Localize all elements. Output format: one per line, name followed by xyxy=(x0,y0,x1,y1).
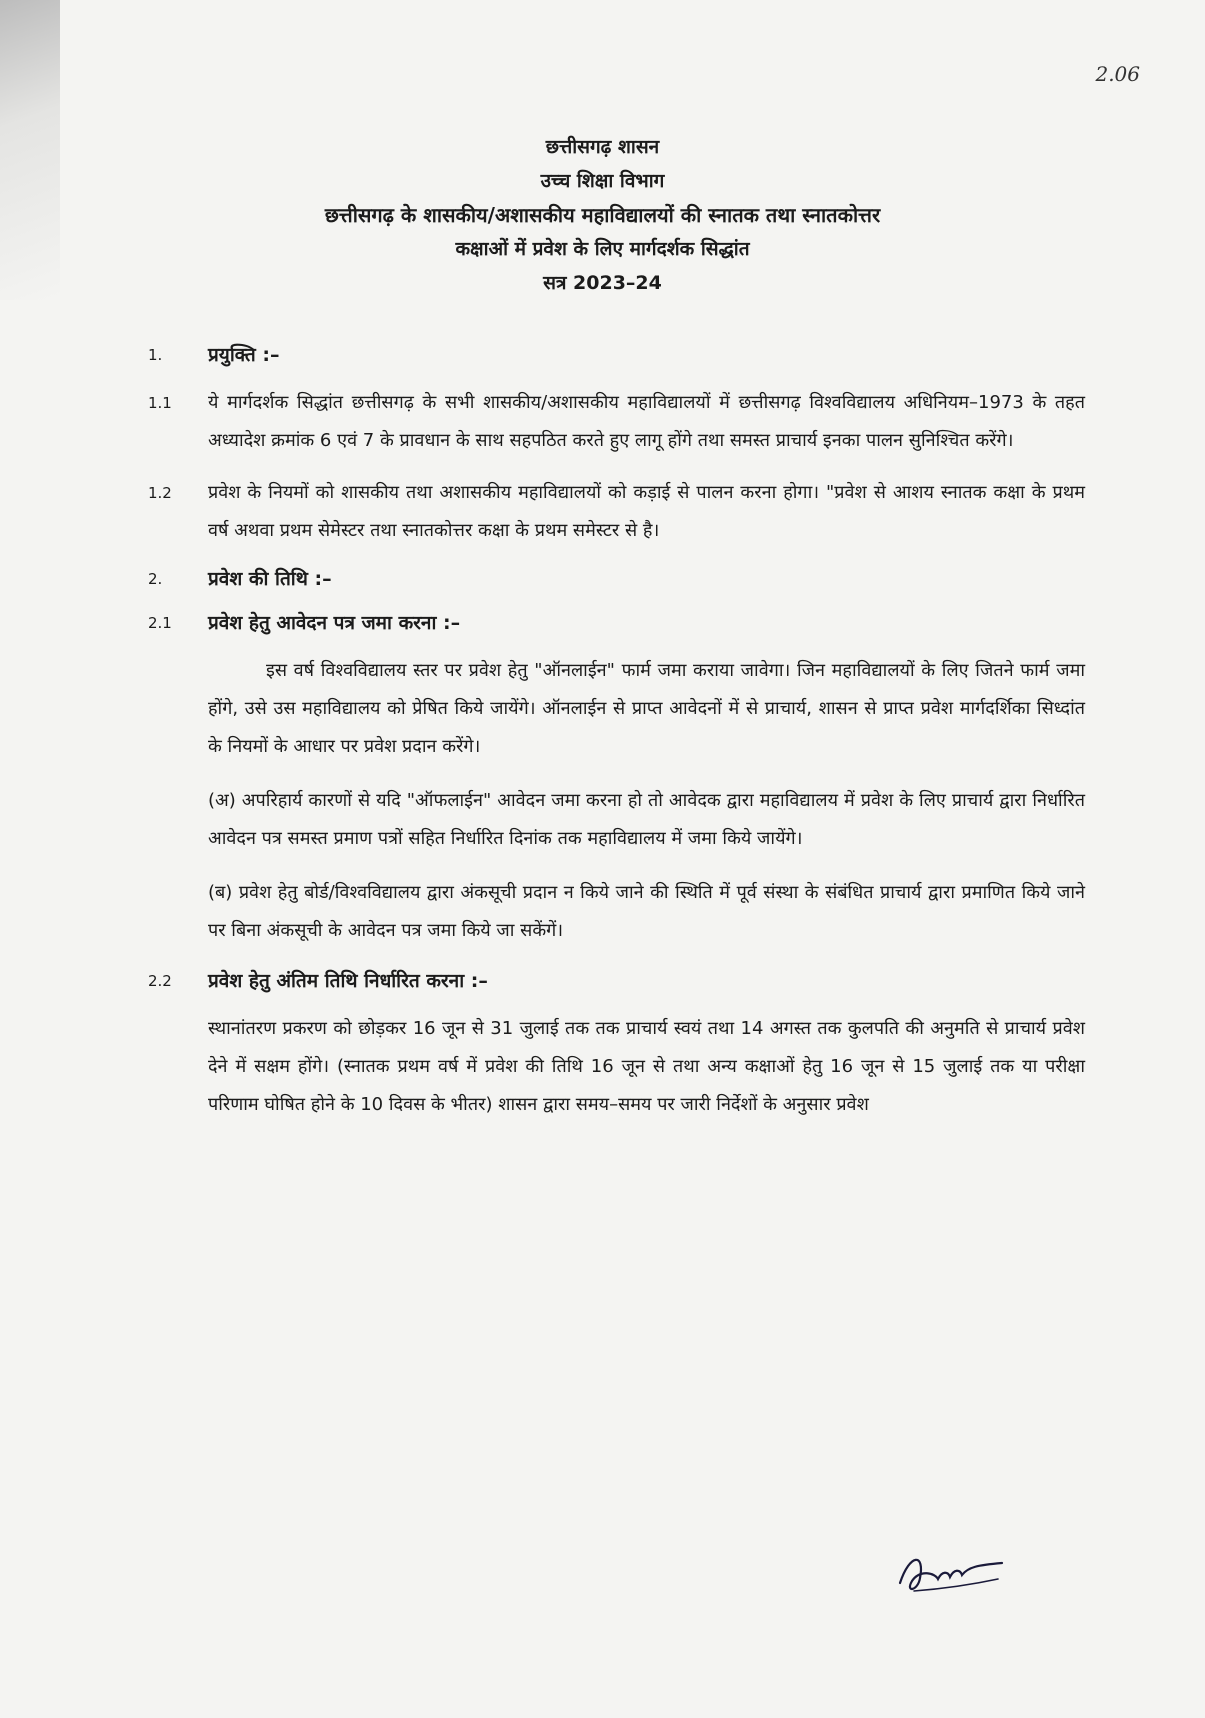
section-title: प्रयुक्ति :– xyxy=(208,344,280,366)
clause-number: 1.2 xyxy=(148,484,172,502)
section-title: प्रवेश हेतु अंतिम तिथि निर्धारित करना :– xyxy=(208,970,488,992)
section-title: प्रवेश की तिथि :– xyxy=(208,568,332,590)
section-number: 1. xyxy=(148,346,163,364)
section-heading-2-2 xyxy=(150,966,1085,996)
section-heading-2 xyxy=(150,564,1085,594)
header-session: सत्र 2023–24 xyxy=(543,272,662,294)
section-heading-2-1 xyxy=(150,608,1085,638)
clause-1-1 xyxy=(150,384,1085,460)
signature-image xyxy=(890,1543,1010,1603)
section-number: 2.1 xyxy=(148,614,172,632)
header-subtitle: कक्षाओं में प्रवेश के लिए मार्गदर्शक सिद्धांत xyxy=(455,238,750,260)
paragraph-offline-form: (अ) अपरिहार्य कारणों से यदि "ऑफलाईन" आवेदन जमा करना हो तो आवेदक द्वारा महाविद्यालय में प्रवेश के लिए प्राचार्य द्वारा निर्धारित आवेदन पत्र समस्त प्रमाण पत्रों सहित निर्धारित दिनांक तक महाविद्यालय में जमा किये जायेंगे। xyxy=(208,790,1085,849)
section-heading-1 xyxy=(150,340,1085,370)
document-body xyxy=(150,340,1085,1140)
page-number: 2.06 xyxy=(1095,62,1140,86)
section-number: 2. xyxy=(148,570,163,588)
document-header xyxy=(0,130,1205,300)
paragraph-last-date: स्थानांतरण प्रकरण को छोड़कर 16 जून से 31 जुलाई तक तक प्राचार्य स्वयं तथा 14 अगस्त तक कुलपति की अनुमति से प्राचार्य प्रवेश देने में सक्षम होंगे। (स्नातक प्रथम वर्ष में प्रवेश की तिथि 16 जून से तथा अन्य कक्षाओं हेतु 16 जून से 15 जुलाई तक या परीक्षा परिणाम घोषित होने के 10 दिवस के भीतर) शासन द्वारा समय–समय पर जारी निर्देशों के अनुसार प्रवेश xyxy=(208,1018,1085,1115)
paragraph-online-form: इस वर्ष विश्वविद्यालय स्तर पर प्रवेश हेतु "ऑनलाईन" फार्म जमा कराया जावेगा। जिन महाविद्यालयों के लिए जितने फार्म जमा होंगे, उसे उस महाविद्यालय को प्रेषित किये जायेंगे। ऑनलाईन से प्राप्त आवेदनों में से प्राचार्य, शासन से प्राप्त प्रवेश मार्गदर्शिका सिध्दांत के नियमों के आधार पर प्रवेश प्रदान करेंगे। xyxy=(208,660,1085,757)
paragraph-marksheet: (ब) प्रवेश हेतु बोर्ड/विश्वविद्यालय द्वारा अंकसूची प्रदान न किये जाने की स्थिति में पूर्व संस्था के संबंधित प्राचार्य द्वारा प्रमाणित किये जाने पर बिना अंकसूची के आवेदन पत्र जमा किये जा सकेंगें। xyxy=(208,882,1085,941)
header-department: उच्च शिक्षा विभाग xyxy=(540,170,665,192)
clause-text: ये मार्गदर्शक सिद्धांत छत्तीसगढ़ के सभी शासकीय/अशासकीय महाविद्यालयों में छत्तीसगढ़ विश्वविद्यालय अधिनियम–1973 के तहत अध्यादेश क्रमांक 6 एवं 7 के प्रावधान के साथ सहपठित करते हुए लागू होंगे तथा समस्त प्राचार्य इनका पालन सुनिश्चित करेंगे। xyxy=(208,392,1085,451)
clause-1-2 xyxy=(150,474,1085,550)
section-title: प्रवेश हेतु आवेदन पत्र जमा करना :– xyxy=(208,612,461,634)
section-number: 2.2 xyxy=(148,972,172,990)
clause-text: प्रवेश के नियमों को शासकीय तथा अशासकीय महाविद्यालयों को कड़ाई से पालन करना होगा। "प्रवेश से आशय स्नातक कक्षा के प्रथम वर्ष अथवा प्रथम सेमेस्टर तथा स्नातकोत्तर कक्षा के प्रथम समेस्टर से है। xyxy=(208,482,1085,541)
header-title: छत्तीसगढ़ के शासकीय/अशासकीय महाविद्यालयों की स्नातक तथा स्नातकोत्तर xyxy=(324,203,881,227)
clause-number: 1.1 xyxy=(148,394,172,412)
header-government: छत्तीसगढ़ शासन xyxy=(545,136,660,158)
